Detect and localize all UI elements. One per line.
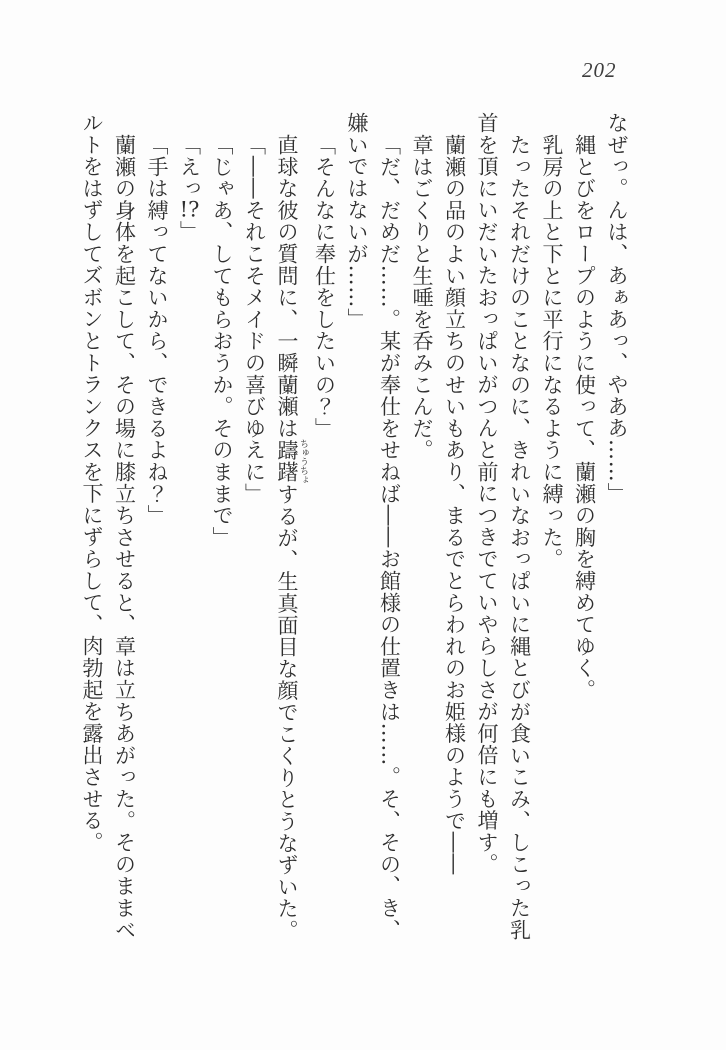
paragraph bbox=[238, 112, 271, 958]
text-run: 縄とびをロープのように使って、蘭瀬の胸を縛めてゆく。 bbox=[572, 134, 597, 701]
paragraph bbox=[438, 112, 471, 958]
text-run: なぜっ。んは、あぁあっ、やああ……」 bbox=[605, 112, 629, 505]
paragraph bbox=[568, 112, 601, 958]
text-run: 蘭瀬の身体を起こして、その場に膝立ちさせると、章は立ちあがった。そのままベルトをはずしてズボンとトランクスを下にずらして、肉勃起を露出させる。 bbox=[80, 112, 137, 941]
paragraph bbox=[76, 112, 141, 958]
text-run: 「じゃあ、してもらおうか。そのままで」 bbox=[210, 134, 234, 549]
paragraph bbox=[601, 112, 634, 958]
ruby-annotated-word: 躊躇 ちゅうちょ bbox=[275, 438, 308, 484]
paragraph bbox=[141, 112, 174, 958]
text-run: 」 bbox=[177, 220, 202, 243]
text-run: するが、生真面目な顔でこくりとうなずいた。 bbox=[275, 483, 299, 942]
paragraph bbox=[271, 112, 309, 958]
text-run: 「そんなに奉仕をしたいの？」 bbox=[312, 134, 337, 440]
text-run: 「えっ bbox=[177, 134, 202, 200]
text-run: 章はごくりと生唾を呑みこんだ。 bbox=[410, 134, 434, 461]
paragraph bbox=[173, 112, 206, 958]
paragraph bbox=[536, 112, 569, 958]
text-run: 乳房の上と下とに平行になるように縛った。 bbox=[540, 134, 564, 570]
paragraph bbox=[341, 112, 406, 958]
page-number: 202 bbox=[582, 58, 617, 82]
text-run: 「――それこそメイドの喜びゆえに」 bbox=[242, 134, 267, 505]
text-run: たったそれだけのことなのに、きれいなおっぱいに縄とびが食いこみ、しこった乳首を頂にいだいたおっぱいがつんと前につきでていやらしさが何倍にも増す。 bbox=[475, 112, 532, 941]
text-run: 「だ、だめだ……。某が奉仕をせねば――お館様の仕置きは……。そ、その、き、嫌いではないが……」 bbox=[345, 112, 402, 941]
paragraph bbox=[206, 112, 239, 958]
text-block bbox=[76, 112, 634, 958]
tatechuyoko-text: !? bbox=[179, 199, 200, 221]
paragraph bbox=[308, 112, 341, 958]
text-run: 蘭瀬の品のよい顔立ちのせいもあり、まるでとらわれのお姫様のようで―― bbox=[442, 134, 467, 876]
text-run: 「手は縛ってないから、できるよね？」 bbox=[145, 134, 169, 527]
paragraph bbox=[406, 112, 439, 958]
paragraph bbox=[471, 112, 536, 958]
text-run: 直球な彼の質問に、一瞬蘭瀬は bbox=[275, 134, 299, 440]
